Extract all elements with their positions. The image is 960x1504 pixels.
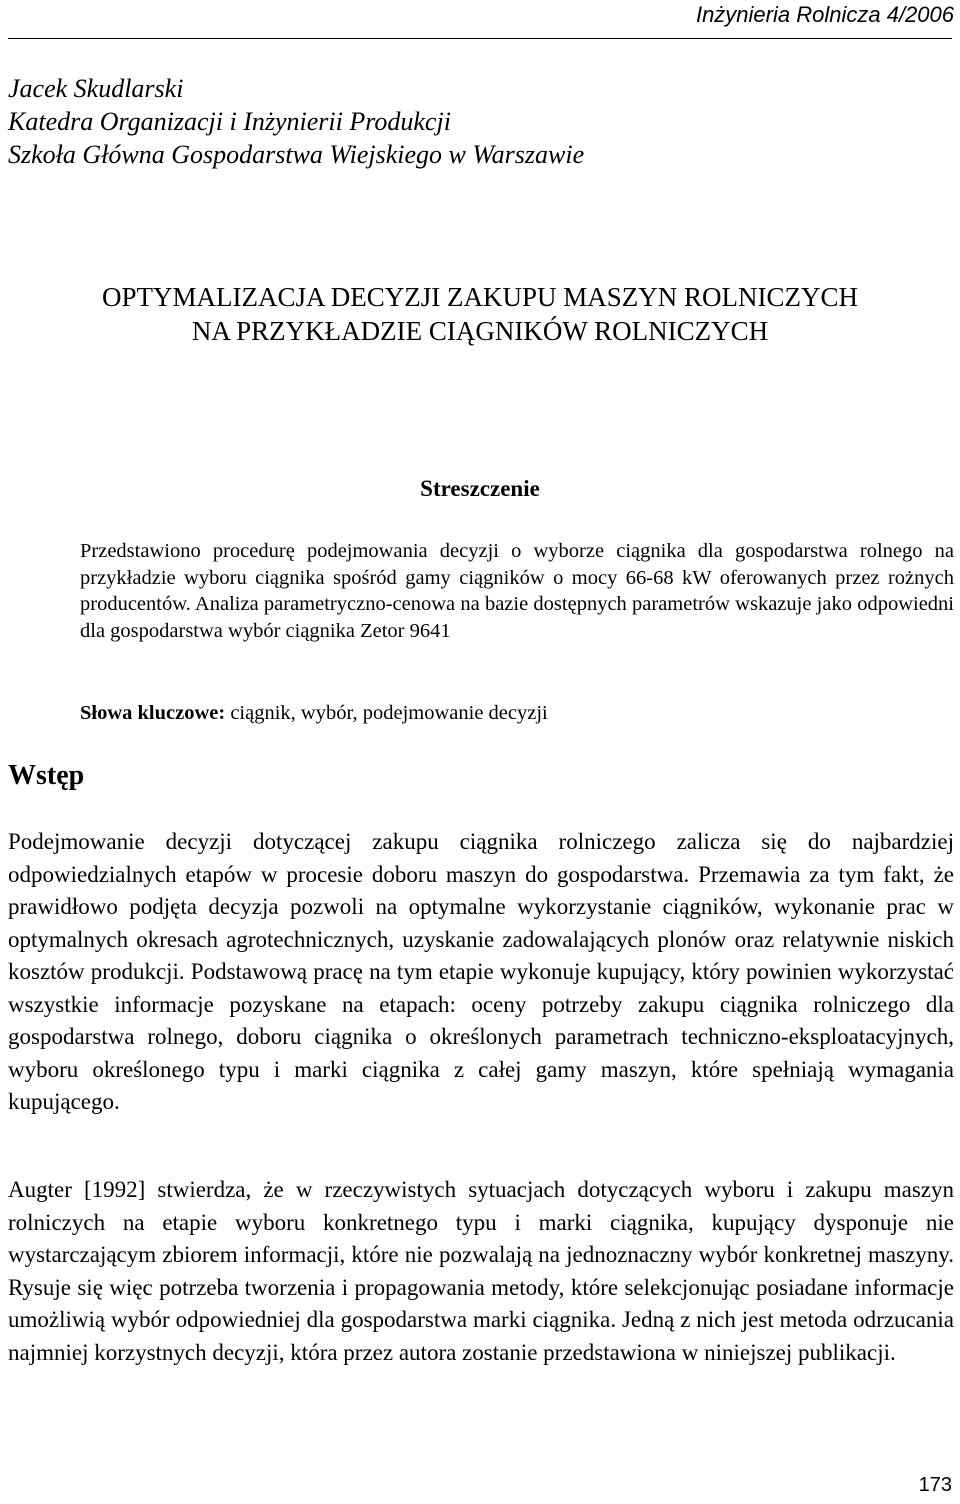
- author-department: Katedra Organizacji i Inżynierii Produkcji: [8, 107, 451, 136]
- body-paragraph-2: Augter [1992] stwierdza, że w rzeczywistych sytuacjach dotyczących wyboru i zakupu maszyn rolniczych na etapie wyboru konkretnego typu i marki ciągnika, kupujący dysponuje nie wystarczającym zbiorem informacji, które nie pozwalają na jednoznaczny wybór konkretnej maszyny. Rysuje się więc potrzeba tworzenia i propagowania metody, które selekcjonując posiadane informacje umożliwią wybór odpowiedniej dla gospodarstwa marki ciągnika. Jedną z nich jest metoda odrzucania najmniej korzystnych decyzji, która przez autora zostanie przedstawiona w niniejszej publikacji.: [8, 1177, 954, 1365]
- journal-header: Inżynieria Rolnicza 4/2006: [695, 2, 954, 27]
- author-university: Szkoła Główna Gospodarstwa Wiejskiego w Warszawie: [8, 140, 585, 169]
- paper-title: [0, 280, 960, 348]
- page-number: 173: [918, 1474, 952, 1496]
- keywords-label: Słowa kluczowe:: [80, 702, 226, 724]
- keywords-values: ciągnik, wybór, podejmowanie decyzji: [225, 702, 548, 724]
- section-heading-intro: Wstęp: [8, 760, 85, 791]
- title-line-2: NA PRZYKŁADZIE CIĄGNIKÓW ROLNICZYCH: [191, 316, 769, 346]
- body-paragraph-1: Podejmowanie decyzji dotyczącej zakupu ciągnika rolniczego zalicza się do najbardziej odpowiedzialnych etapów w procesie doboru maszyn do gospodarstwa. Przemawia za tym fakt, że prawidłowo podjęta decyzja pozwoli na optymalne wykorzystanie ciągników, wykonanie prac w optymalnych okresach agrotechnicznych, uzyskanie zadowalających plonów oraz relatywnie niskich kosztów produkcji. Podstawową pracę na tym etapie wykonuje kupujący, który powinien wykorzystać wszystkie informacje pozyskane na etapach: oceny potrzeby zakupu ciągnika rolniczego dla gospodarstwa rolnego, doboru ciągnika o określonych parametrach techniczno-eksploatacyjnych, wyboru określonego typu i marki ciągnika z całej gamy maszyn, które spełniają wymagania kupującego.: [8, 829, 954, 1114]
- abstract-heading: Streszczenie: [420, 476, 540, 501]
- abstract-text: Przedstawiono procedurę podejmowania decyzji o wyborze ciągnika dla gospodarstwa rolnego na przykładzie wyboru ciągnika spośród gamy ciągników o mocy 66-68 kW oferowanych przez rożnych producentów. Analiza parametryczno-cenowa na bazie dostępnych parametrów wskazuje jako odpowiedni dla gospodarstwa wybór ciągnika Zetor 9641: [80, 540, 954, 642]
- header-rule: [8, 38, 952, 39]
- author-block: [8, 72, 584, 171]
- author-name: Jacek Skudlarski: [8, 74, 184, 103]
- title-line-1: OPTYMALIZACJA DECYZJI ZAKUPU MASZYN ROLNICZYCH: [101, 282, 858, 312]
- keywords-line: [80, 702, 548, 725]
